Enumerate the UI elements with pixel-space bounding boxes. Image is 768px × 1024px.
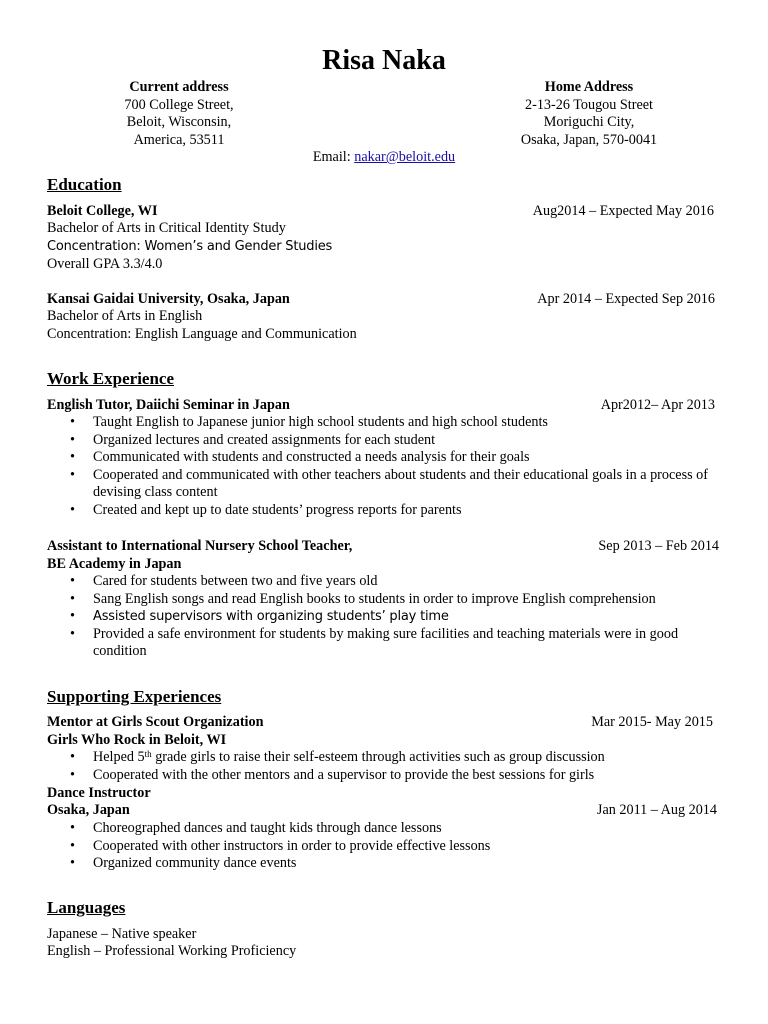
edu-school-1: Beloit College, WI: [47, 203, 158, 219]
support-bullets-1: [70, 749, 710, 784]
support-org-1: Girls Who Rock in Beloit, WI: [47, 732, 227, 748]
home-address-label: Home Address: [544, 79, 634, 95]
current-address-line3: America, 53511: [133, 132, 225, 149]
support-org-2: Osaka, Japan: [47, 802, 130, 818]
list-item: • Cooperated with other instructors in order to provide effective lessons: [70, 837, 491, 854]
edu-dates-1: Aug2014 – Expected May 2016: [532, 203, 714, 219]
job-org-2: BE Academy in Japan: [47, 556, 182, 572]
current-address-block: [64, 79, 294, 150]
list-item: • Organized lectures and created assignments for each student: [70, 431, 436, 448]
current-address-line1: 700 College Street,: [124, 96, 234, 113]
list-item: • Helped 5th grade girls to raise their self-esteem through activities such as group discussion: [70, 749, 605, 765]
list-item: • Taught English to Japanese junior high school students and high school students: [70, 414, 548, 430]
job-title-2: Assistant to International Nursery School Teacher,: [47, 538, 353, 554]
languages-heading: Languages: [47, 898, 126, 917]
edu-dates-2: Apr 2014 – Expected Sep 2016: [537, 291, 715, 307]
list-item: • Created and kept up to date students’ progress reports for parents: [70, 501, 462, 518]
home-address-block: [478, 79, 700, 150]
current-address-label: Current address: [129, 79, 229, 95]
language-item-english: English – Professional Working Proficiency: [47, 943, 297, 959]
resume-name: Risa Naka: [322, 45, 446, 76]
support-bullets-2: [70, 820, 710, 873]
current-address-line2: Beloit, Wisconsin,: [126, 114, 232, 131]
list-item: • Cooperated with the other mentors and a supervisor to provide the best sessions for girls: [70, 766, 595, 783]
list-item: • Cared for students between two and five years old: [70, 573, 378, 589]
home-address-line3: Osaka, Japan, 570-0041: [520, 132, 658, 149]
list-item: • Assisted supervisors with organizing students’ play time: [70, 608, 449, 625]
list-item: • Sang English songs and read English books to students in order to improve English comprehension: [70, 590, 656, 607]
support-dates-2: Jan 2011 – Aug 2014: [596, 802, 717, 818]
list-item: • Choreographed dances and taught kids through dance lessons: [70, 820, 442, 836]
job-bullets-2: [70, 573, 710, 661]
list-item: • Provided a safe environment for students by making sure facilities and teaching materials were in good condition: [70, 625, 679, 660]
job-bullets-1: [70, 414, 710, 520]
education-heading: Education: [47, 175, 122, 194]
job-title-1: English Tutor, Daiichi Seminar in Japan: [47, 397, 290, 413]
work-heading: Work Experience: [47, 369, 175, 388]
email-label: Email:: [312, 149, 355, 165]
list-item: • Cooperated and communicated with other teachers about students and their educational goals in a process of devising class content: [70, 466, 708, 501]
edu-concentration-2: Concentration: English Language and Communication: [47, 326, 357, 342]
support-title-1: Mentor at Girls Scout Organization: [47, 714, 264, 730]
job-dates-2: Sep 2013 – Feb 2014: [598, 538, 719, 554]
email-line: [0, 149, 768, 166]
edu-degree-1: Bachelor of Arts in Critical Identity Study: [47, 220, 286, 236]
language-item-japanese: Japanese – Native speaker: [47, 926, 197, 942]
support-dates-1: Mar 2015- May 2015: [591, 714, 713, 730]
list-item: • Communicated with students and constructed a needs analysis for their goals: [70, 449, 530, 466]
list-item: • Organized community dance events: [70, 855, 297, 872]
email-link[interactable]: nakar@beloit.edu: [354, 149, 456, 165]
edu-school-2: Kansai Gaidai University, Osaka, Japan: [47, 291, 290, 307]
job-dates-1: Apr2012– Apr 2013: [600, 397, 715, 413]
supporting-heading: Supporting Experiences: [47, 687, 222, 706]
home-address-line2: Moriguchi City,: [543, 114, 635, 131]
edu-degree-2: Bachelor of Arts in English: [47, 308, 203, 324]
home-address-line1: 2-13-26 Tougou Street: [525, 96, 653, 113]
edu-gpa-1: Overall GPA 3.3/4.0: [47, 256, 163, 272]
edu-concentration-1: Concentration: Women’s and Gender Studies: [47, 239, 333, 254]
support-title-2: Dance Instructor: [47, 785, 151, 801]
